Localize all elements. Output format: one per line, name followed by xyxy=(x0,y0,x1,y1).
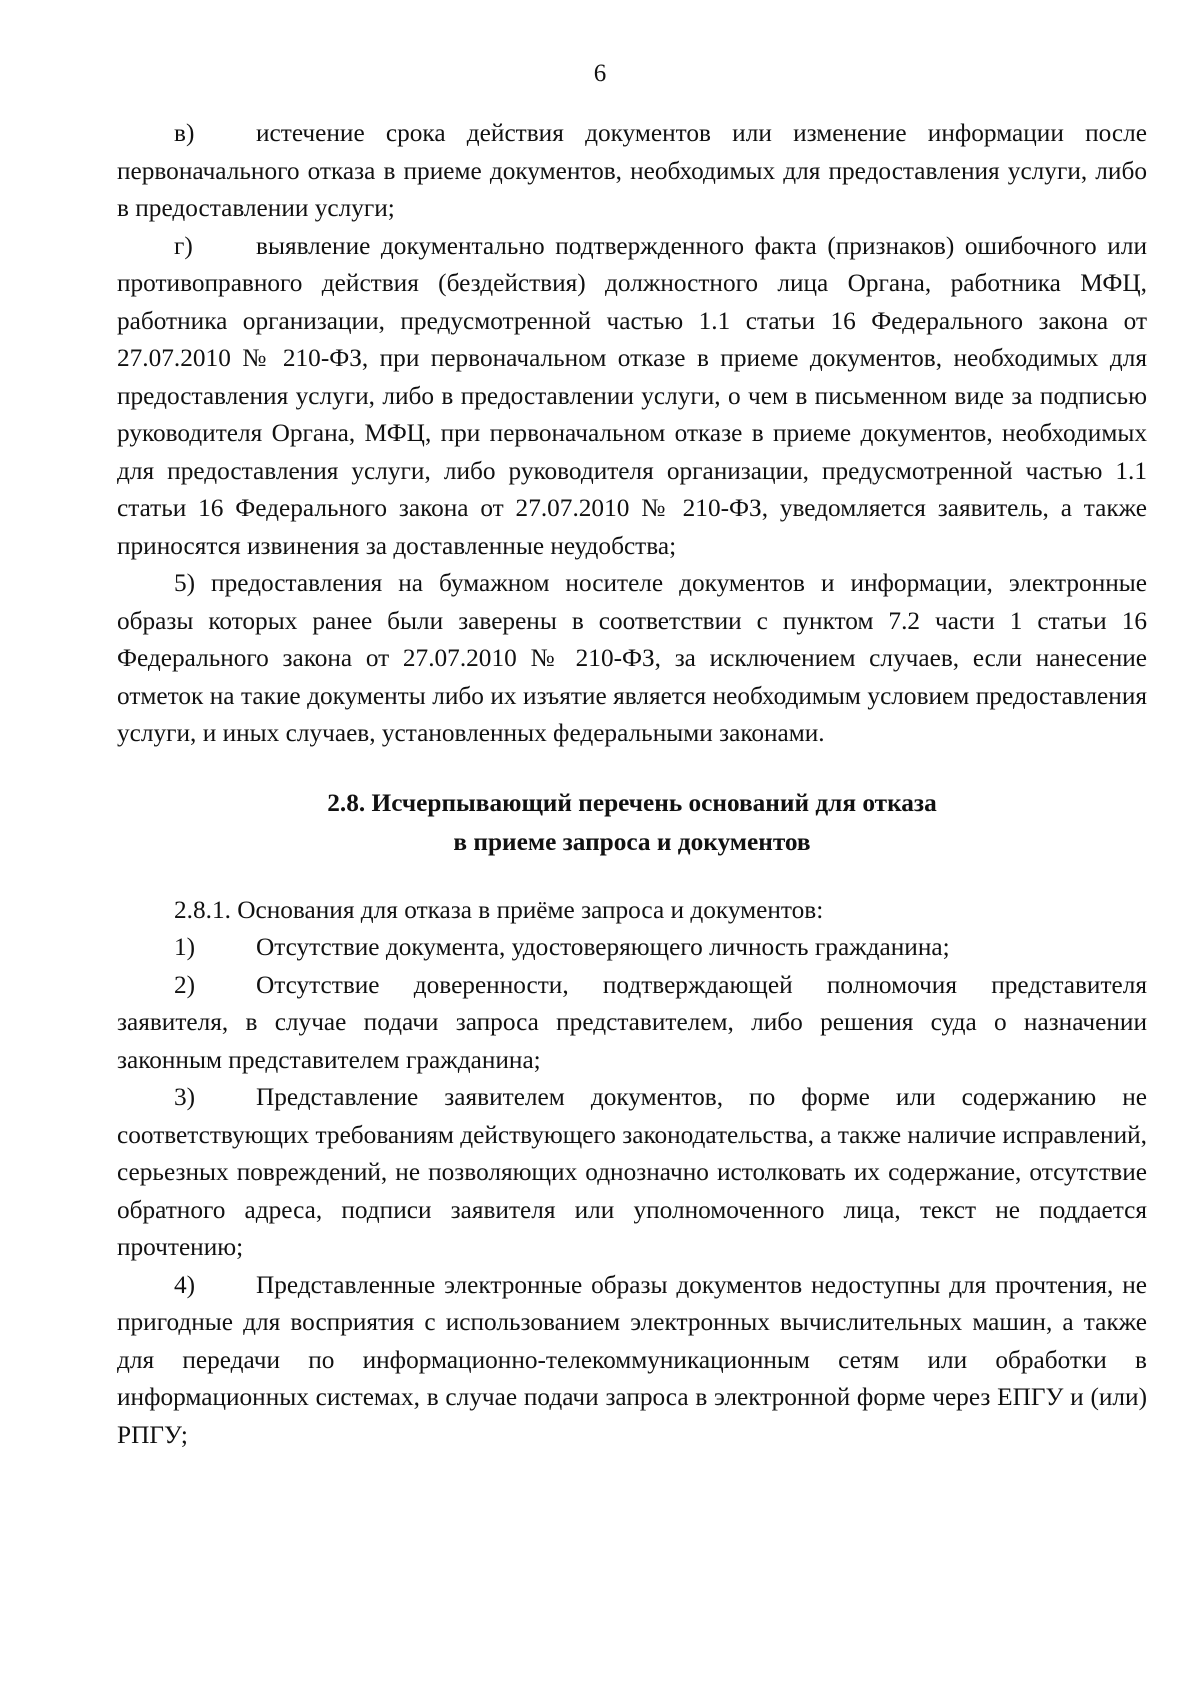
list-text: Отсутствие доверенности, подтверждающей полномочия представителя заявителя, в случае подачи запроса представителем, либо решения суда о назначении законным представителем гражданина; xyxy=(117,970,1147,1074)
page-number: 6 xyxy=(593,60,607,87)
list-label: 4) xyxy=(174,1270,196,1299)
list-label: в) xyxy=(174,119,195,147)
section-intro: 2.8.1. Основания для отказа в приёме запроса и документов: xyxy=(174,895,824,924)
list-label: г) xyxy=(174,231,193,260)
list-label: 1) xyxy=(174,933,196,961)
section-heading-line-1: 2.8. Исчерпывающий перечень оснований для отказа xyxy=(327,788,937,817)
list-text: Представление заявителем документов, по форме или содержанию не соответствующих требованиям действующего законодательства, а также наличие исправлений, серьезных повреждений, не позволяющих однозначно истолковать их содержание, отсутствие обратного адреса, подписи заявителя или уполномоченного лица, текст не поддается прочтению; xyxy=(117,1083,1147,1261)
list-text: Представленные электронные образы документов недоступны для прочтения, не пригодные для восприятия с использованием электронных вычислительных машин, а также для передачи по информационно-телекоммуникационным сетям или обработки в информационных системах, в случае подачи запроса в электронной форме через ЕПГУ и (или) РПГУ; xyxy=(117,1270,1147,1449)
list-text: истечение срока действия документов или изменение информации после первоначального отказа в приеме документов, необходимых для предоставления услуги, либо в предоставлении услуги; xyxy=(117,119,1147,222)
section-heading-line-2: в приеме запроса и документов xyxy=(453,827,811,856)
list-item-v xyxy=(117,115,1147,228)
list-item-3 xyxy=(117,1079,1147,1267)
list-label: 3) xyxy=(174,1083,196,1111)
list-text: выявление документально подтвержденного факта (признаков) ошибочного или противоправного действия (бездействия) должностного лица Органа, работника МФЦ, работника организации, предусмотренной частью 1.1 статьи 16 Федерального закона от 27.07.2010 № 210-ФЗ, при первоначальном отказе в приеме документов, необходимых для предоставления услуги, либо в предоставлении услуги, о чем в письменном виде за подписью руководителя Органа, МФЦ, при первоначальном отказе в приеме документов, необходимых для предоставления услуги, либо руководителя организации, предусмотренной частью 1.1 статьи 16 Федерального закона от 27.07.2010 № 210-ФЗ, уведомляется заявитель, а также приносятся извинения за доставленные неудобства; xyxy=(117,231,1147,560)
list-text: 5) предоставления на бумажном носителе документов и информации, электронные образы которых ранее были заверены в соответствии с пунктом 7.2 части 1 статьи 16 Федерального закона от 27.07.2010 № 210-ФЗ, за исключением случаев, если нанесение отметок на такие документы либо их изъятие является необходимым условием предоставления услуги, и иных случаев, установленных федеральными законами. xyxy=(117,569,1147,747)
list-item-4 xyxy=(117,1267,1147,1455)
list-item-g xyxy=(117,228,1147,566)
list-item-1 xyxy=(117,929,1147,967)
list-label: 2) xyxy=(174,970,196,999)
list-item-2 xyxy=(117,967,1147,1080)
list-item-5 xyxy=(117,565,1147,753)
list-text: Отсутствие документа, удостоверяющего личность гражданина; xyxy=(256,933,950,961)
document-body xyxy=(117,115,1147,1454)
